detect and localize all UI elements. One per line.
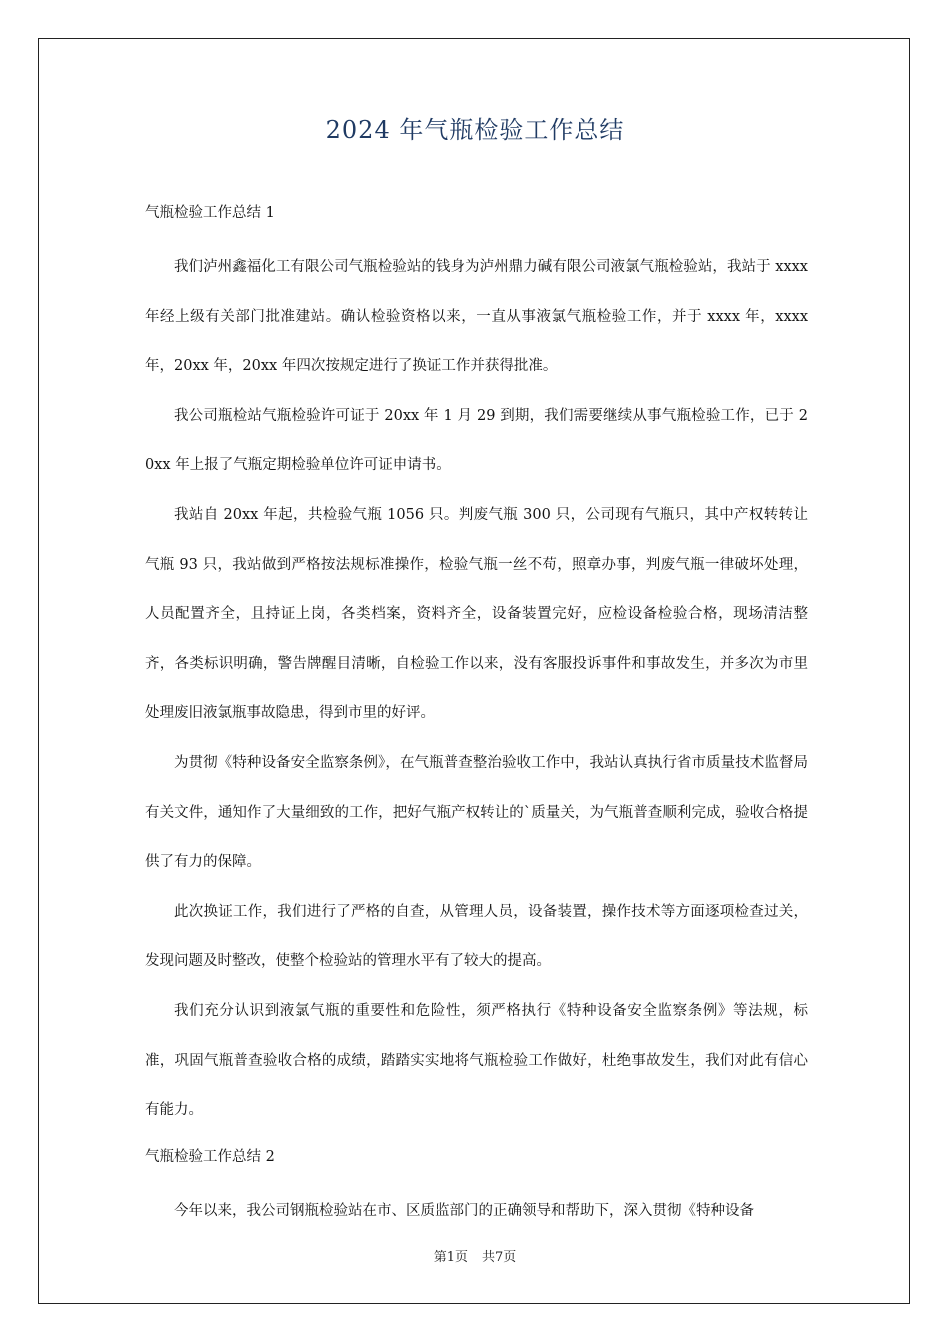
paragraph: 我们充分认识到液氯气瓶的重要性和危险性，须严格执行《特种设备安全监察条例》等法规，标准，巩固气瓶普查验收合格的成绩，踏踏实实地将气瓶检验工作做好，杜绝事故发生，我们对此有信心有能力。 xyxy=(145,1002,808,1119)
section-heading-1: 气瓶检验工作总结 1 xyxy=(145,205,275,221)
section-heading-2: 气瓶检验工作总结 2 xyxy=(145,1148,275,1165)
paragraph: 此次换证工作，我们进行了严格的自查，从管理人员，设备装置，操作技术等方面逐项检查过关，发现问题及时整改，使整个检验站的管理水平有了较大的提高。 xyxy=(145,903,808,970)
paragraph: 我们泸州鑫福化工有限公司气瓶检验站的钱身为泸州鼎力碱有限公司液氯气瓶检验站，我站于 xxxx 年经上级有关部门批准建站。确认检验资格以来，一直从事液氯气瓶检验工作，并于 xxxx 年，xxxx 年，20xx 年，20xx 年四次按规定进行了换证工作并获得批准。 xyxy=(145,259,808,375)
document-body xyxy=(145,198,808,1236)
paragraph: 我公司瓶检站气瓶检验许可证于 20xx 年 1 月 29 到期，我们需要继续从事气瓶检验工作，已于 20xx 年上报了气瓶定期检验单位许可证申请书。 xyxy=(145,407,808,474)
paragraph: 我站自 20xx 年起，共检验气瓶 1056 只。判废气瓶 300 只，公司现有气瓶只，其中产权转转让气瓶 93 只，我站做到严格按法规标准操作，检验气瓶一丝不苟，照章办事，判废气瓶一律破坏处理，人员配置齐全，且持证上岗，各类档案，资料齐全，设备装置完好，应检设备检验合格，现场清洁整齐，各类标识明确，警告牌醒目清晰，自检验工作以来，没有客服投诉事件和事故发生，并多次为市里处理废旧液氯瓶事故隐患，得到市里的好评。 xyxy=(145,506,808,722)
page-total: 共7页 xyxy=(482,1250,517,1265)
document-title: 2024 年气瓶检验工作总结 xyxy=(325,116,625,144)
paragraph: 为贯彻《特种设备安全监察条例》，在气瓶普查整治验收工作中，我站认真执行省市质量技术监督局有关文件，通知作了大量细致的工作，把好气瓶产权转让的`质量关，为气瓶普查顺利完成，验收合格提供了有力的保障。 xyxy=(145,754,808,871)
paragraph: 今年以来，我公司钢瓶检验站在市、区质监部门的正确领导和帮助下，深入贯彻《特种设备 xyxy=(174,1202,754,1219)
page-footer xyxy=(0,1248,950,1268)
page-number: 第1页 xyxy=(433,1250,468,1265)
